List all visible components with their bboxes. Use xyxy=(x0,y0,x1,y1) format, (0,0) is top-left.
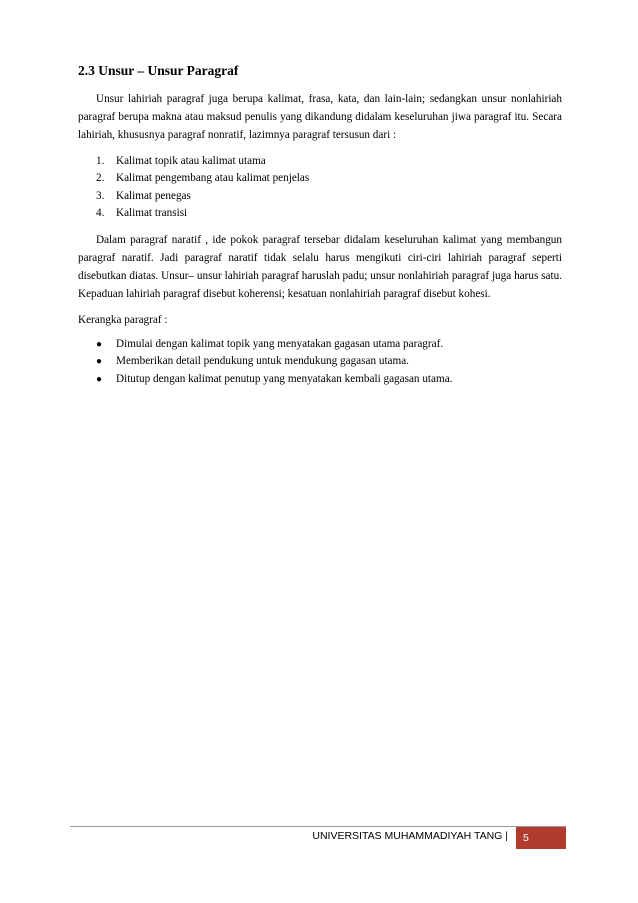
paragraph-3: Kerangka paragraf : xyxy=(78,314,168,327)
list-item-text: Kalimat topik atau kalimat utama xyxy=(116,154,266,167)
list-item-number: 2. xyxy=(96,172,105,185)
bullet-item-text: Ditutup dengan kalimat penutup yang menyatakan kembali gagasan utama. xyxy=(116,372,453,385)
bullet-item xyxy=(96,353,562,371)
list-item-number: 3. xyxy=(96,189,105,202)
list-item-text: Kalimat pengembang atau kalimat penjelas xyxy=(116,172,310,185)
bullet-item xyxy=(96,336,562,354)
footer-institution: UNIVERSITAS MUHAMMADIYAH TANG | xyxy=(312,830,508,842)
list-item-text: Kalimat transisi xyxy=(116,207,188,220)
document-page xyxy=(78,62,562,388)
list-item xyxy=(96,188,562,206)
list-item-number: 1. xyxy=(96,154,105,167)
bullet-item-text: Dimulai dengan kalimat topik yang menyatakan gagasan utama paragraf. xyxy=(116,337,444,350)
footer-divider xyxy=(70,826,566,827)
bullet-icon: ● xyxy=(96,356,103,368)
page-number: 5 xyxy=(516,827,566,849)
bullet-list xyxy=(78,336,562,389)
list-item xyxy=(96,170,562,188)
list-item-text: Kalimat penegas xyxy=(116,189,191,202)
paragraph-2: Dalam paragraf naratif , ide pokok paragraf tersebar didalam keseluruhan kalimat yang membangun paragraf naratif. Jadi paragraf naratif tidak selalu harus mengikuti ciri-ciri lahiriah paragraf seperti disebutkan diatas. Unsur– unsur lahiriah paragraf haruslah padu; unsur nonlahiriah paragraf juga harus satu. Kepaduan lahiriah paragraf disebut koherensi; kesatuan nonlahiriah paragraf disebut kohesi. xyxy=(78,233,562,301)
numbered-list xyxy=(78,153,562,223)
list-item xyxy=(96,205,562,223)
bullet-item xyxy=(96,371,562,389)
list-item-number: 4. xyxy=(96,207,105,220)
bullet-icon: ● xyxy=(96,338,103,350)
bullet-icon: ● xyxy=(96,373,103,385)
section-heading: 2.3 Unsur – Unsur Paragraf xyxy=(78,63,239,78)
list-item xyxy=(96,153,562,171)
bullet-item-text: Memberikan detail pendukung untuk mendukung gagasan utama. xyxy=(116,355,409,368)
paragraph-1: Unsur lahiriah paragraf juga berupa kalimat, frasa, kata, dan lain-lain; sedangkan unsur nonlahiriah paragraf berupa makna atau maksud penulis yang dikandung didalam keseluruhan jiwa paragraf itu. Secara lahiriah, khususnya paragraf nonratif, lazimnya paragraf tersusun dari : xyxy=(78,93,562,142)
